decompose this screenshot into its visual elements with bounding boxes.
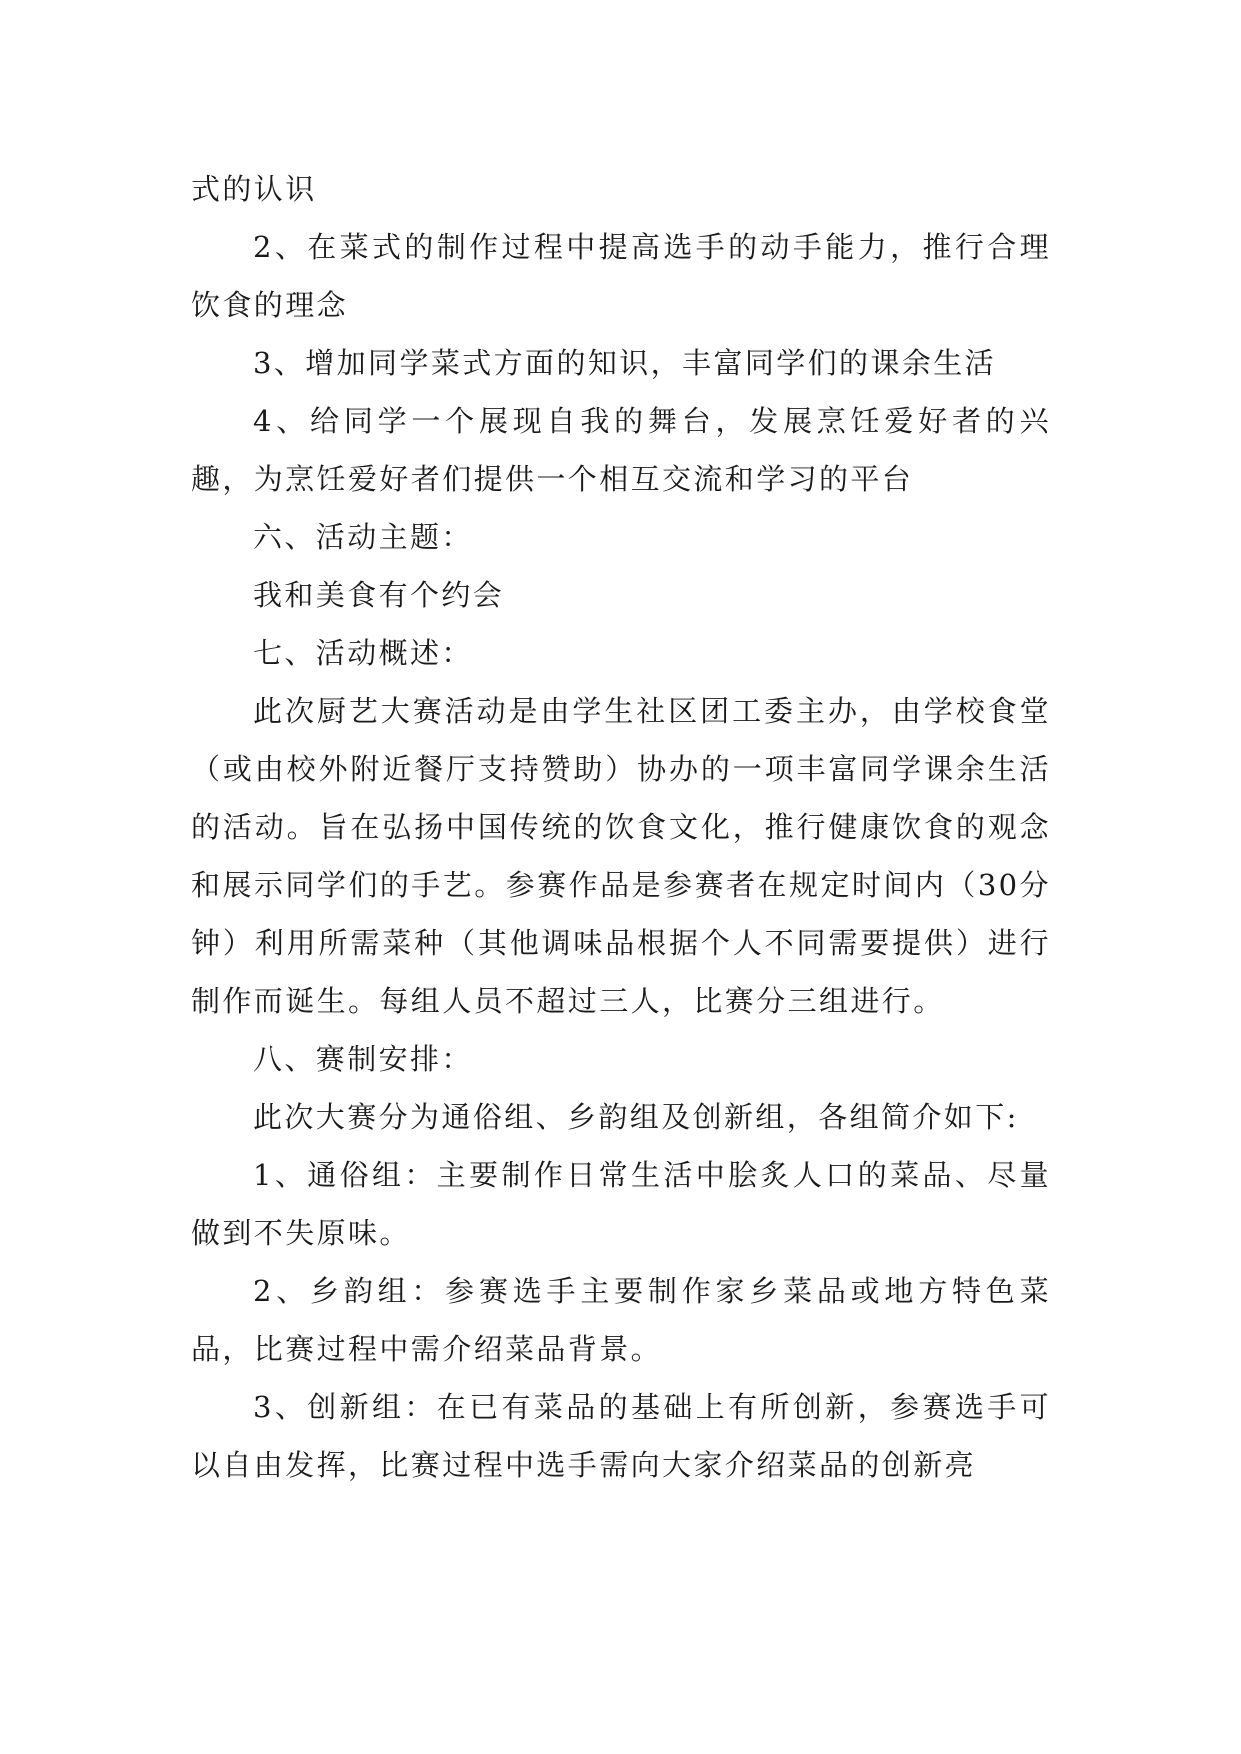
paragraph-item-3-knowledge: 3、增加同学菜式方面的知识，丰富同学们的课余生活 [253,346,997,380]
paragraph-group-innovation: 3、创新组：在已有菜品的基础上有所创新，参赛选手可以自由发挥，比赛过程中选手需向大家介绍菜品的创新亮 [191,1390,1051,1482]
paragraph-continuation: 式的认识 [191,172,317,206]
paragraph-item-2-skills: 2、在菜式的制作过程中提高选手的动手能力，推行合理饮食的理念 [191,230,1051,322]
section-heading-theme: 六、活动主题： [253,520,473,554]
section-heading-schedule: 八、赛制安排： [253,1042,473,1076]
paragraph-group-popular: 1、通俗组：主要制作日常生活中脍炙人口的菜品、尽量做到不失原味。 [191,1158,1051,1250]
paragraph-item-4-stage: 4、给同学一个展现自我的舞台，发展烹饪爱好者的兴趣，为烹饪爱好者们提供一个相互交流和学习的平台 [191,404,1051,496]
paragraph-theme: 我和美食有个约会 [253,578,505,612]
document-body [191,160,1051,1494]
paragraph-group-hometown: 2、乡韵组：参赛选手主要制作家乡菜品或地方特色菜品，比赛过程中需介绍菜品背景。 [191,1274,1051,1366]
section-heading-overview: 七、活动概述： [253,636,473,670]
paragraph-groups-intro: 此次大赛分为通俗组、乡韵组及创新组，各组简介如下: [253,1100,1019,1134]
paragraph-overview: 此次厨艺大赛活动是由学生社区团工委主办，由学校食堂（或由校外附近餐厅支持赞助）协办的一项丰富同学课余生活的活动。旨在弘扬中国传统的饮食文化，推行健康饮食的观念和展示同学们的手艺。参赛作品是参赛者在规定时间内（30分钟）利用所需菜种（其他调味品根据个人不同需要提供）进行制作而诞生。每组人员不超过三人，比赛分三组进行。 [191,694,1051,1018]
